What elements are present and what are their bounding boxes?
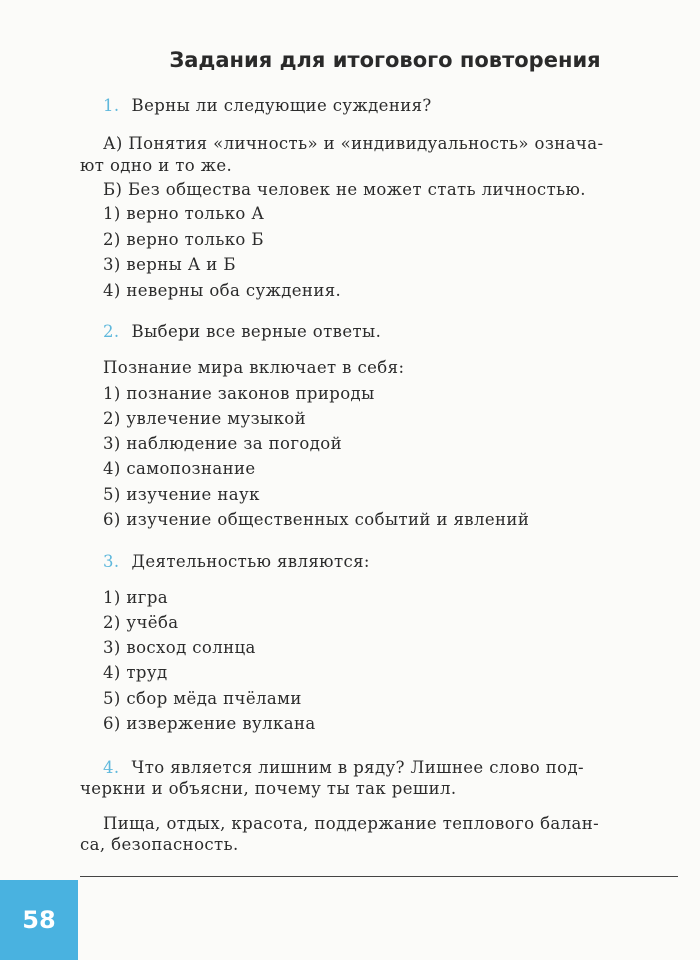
question-4-text-line2: черкни и объясни, почему ты так решил. [80, 779, 457, 798]
question-2-text: Выбери все верные ответы. [131, 322, 382, 341]
q1-statement-a-line2: ют одно и то же. [80, 156, 233, 175]
q2-option: 2) увлечение музыкой [103, 409, 307, 428]
q2-option: 5) изучение наук [103, 485, 260, 504]
q3-option: 2) учёба [103, 613, 179, 632]
q3-option: 6) извержение вулкана [103, 714, 316, 733]
question-1 [103, 96, 678, 115]
question-1-number: 1. [103, 96, 120, 115]
q1-option: 2) верно только Б [103, 230, 264, 249]
question-4 [103, 758, 678, 777]
page-number: 58 [22, 906, 56, 934]
q4-word-list-line2: са, безопасность. [80, 835, 239, 854]
q1-statement-a-line1: А) Понятия «личность» и «индивидуальность» означа- [103, 134, 604, 153]
question-4-text-line1: Что является лишним в ряду? Лишнее слово под- [131, 758, 585, 777]
page-number-badge [0, 880, 78, 960]
q3-option: 4) труд [103, 663, 168, 682]
question-3 [103, 552, 678, 571]
question-3-number: 3. [103, 552, 120, 571]
q3-option: 1) игра [103, 588, 169, 607]
q2-lead: Познание мира включает в себя: [103, 358, 405, 377]
q4-word-list-line1: Пища, отдых, красота, поддержание теплового балан- [103, 814, 600, 833]
question-2-number: 2. [103, 322, 120, 341]
q1-option: 4) неверны оба суждения. [103, 281, 342, 300]
q3-option: 3) восход солнца [103, 638, 256, 657]
footer-divider [80, 876, 678, 877]
q1-statement-b: Б) Без общества человек не может стать личностью. [103, 180, 586, 199]
question-1-text: Верны ли следующие суждения? [131, 96, 432, 115]
q2-option: 6) изучение общественных событий и явлений [103, 510, 530, 529]
question-3-text: Деятельностью являются: [131, 552, 370, 571]
question-2 [103, 322, 678, 341]
q2-option: 3) наблюдение за погодой [103, 434, 343, 453]
question-4-number: 4. [103, 758, 120, 777]
q2-option: 4) самопознание [103, 459, 256, 478]
q3-option: 5) сбор мёда пчёлами [103, 689, 302, 708]
page-title: Задания для итогового повторения [169, 48, 601, 72]
q2-option: 1) познание законов природы [103, 384, 375, 403]
q1-option: 1) верно только А [103, 204, 265, 223]
q1-option: 3) верны А и Б [103, 255, 236, 274]
